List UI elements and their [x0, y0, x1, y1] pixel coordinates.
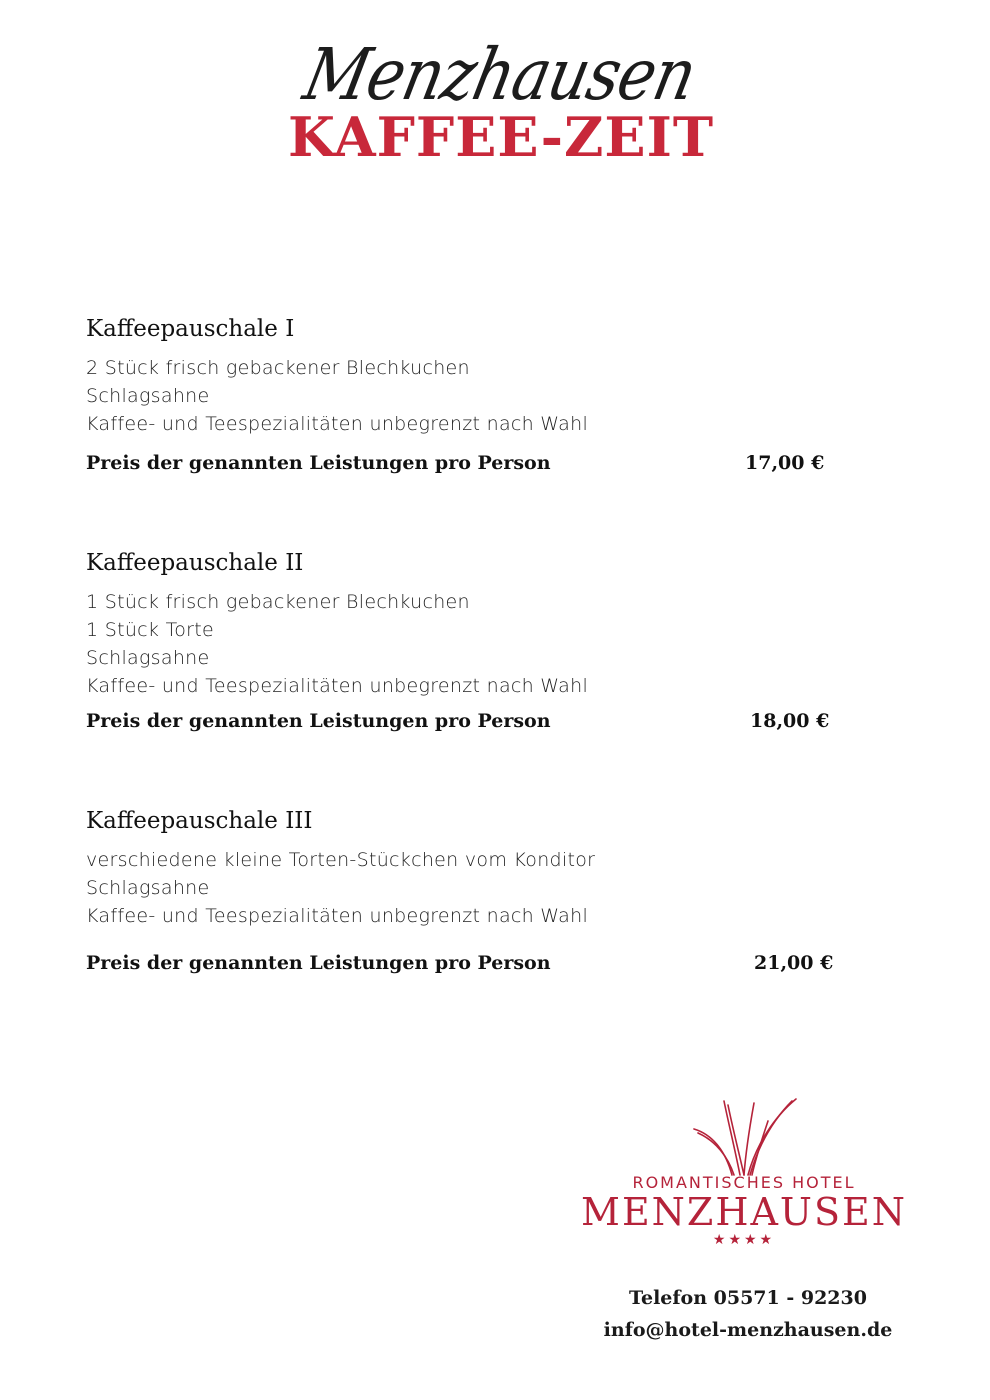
- list-item: Schlagsahne: [86, 647, 210, 669]
- rating-stars: ★★★★: [712, 1232, 776, 1248]
- price-row: [86, 452, 846, 482]
- package-title: Kaffeepauschale III: [86, 808, 313, 834]
- price-value: 17,00 €: [745, 452, 825, 474]
- list-item: Kaffee- und Teespezialitäten unbegrenzt nach Wahl: [86, 905, 589, 927]
- script-title: Menzhausen: [297, 32, 703, 117]
- package-title: Kaffeepauschale I: [86, 316, 295, 342]
- package-items: [86, 846, 846, 930]
- list-item: Schlagsahne: [86, 385, 210, 407]
- phone-number: Telefon 05571 - 92230: [629, 1287, 867, 1309]
- package-items: [86, 354, 846, 438]
- hotel-logo: [568, 1095, 920, 1248]
- email-address: info@hotel-menzhausen.de: [603, 1319, 893, 1341]
- package-section-3: [86, 808, 846, 982]
- list-item: 2 Stück frisch gebackener Blechkuchen: [86, 357, 470, 379]
- price-label: Preis der genannten Leistungen pro Person: [86, 710, 551, 732]
- package-section-2: [86, 550, 846, 740]
- header: [0, 32, 990, 169]
- list-item: 1 Stück Torte: [86, 619, 215, 641]
- logo-brand: MENZHAUSEN: [581, 1190, 907, 1234]
- package-title: Kaffeepauschale II: [86, 550, 304, 576]
- logo-subtitle: ROMANTISCHES HOTEL: [632, 1173, 856, 1192]
- price-value: 18,00 €: [750, 710, 830, 732]
- price-row: [86, 952, 846, 982]
- package-items: [86, 588, 846, 700]
- list-item: 1 Stück frisch gebackener Blechkuchen: [86, 591, 470, 613]
- list-item: Kaffee- und Teespezialitäten unbegrenzt nach Wahl: [86, 675, 589, 697]
- contact-info: [568, 1282, 928, 1346]
- price-label: Preis der genannten Leistungen pro Person: [86, 952, 551, 974]
- page-title: KAFFEE-ZEIT: [287, 105, 715, 169]
- list-item: Kaffee- und Teespezialitäten unbegrenzt nach Wahl: [86, 413, 589, 435]
- list-item: verschiedene kleine Torten-Stückchen vom Konditor: [86, 849, 596, 871]
- list-item: Schlagsahne: [86, 877, 210, 899]
- price-label: Preis der genannten Leistungen pro Person: [86, 452, 551, 474]
- package-section-1: [86, 316, 846, 482]
- price-row: [86, 710, 846, 740]
- price-value: 21,00 €: [754, 952, 834, 974]
- crown-icon: [684, 1095, 804, 1177]
